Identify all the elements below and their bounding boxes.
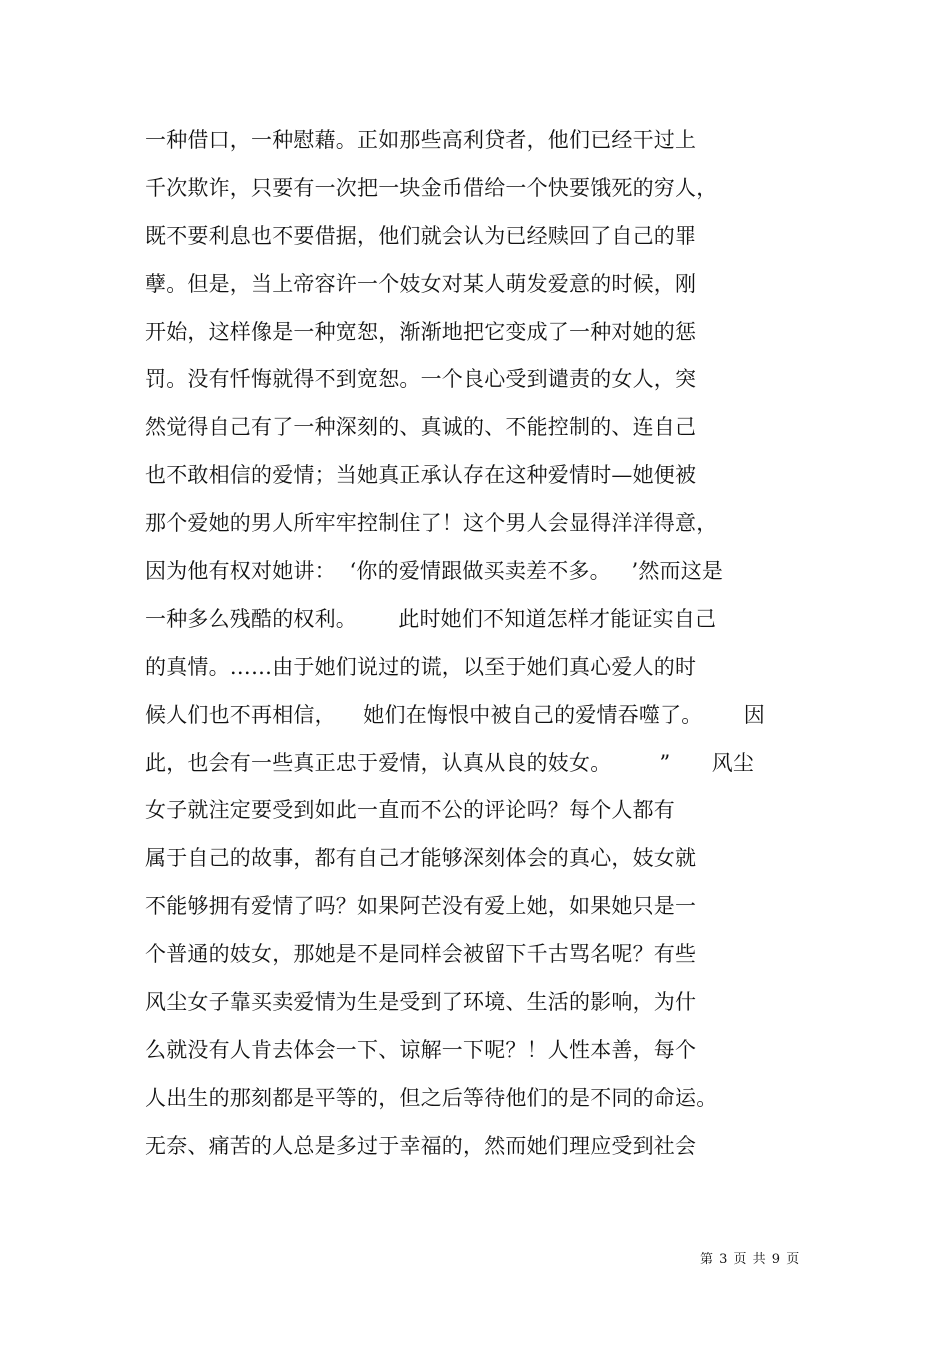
text-line: 因为他有权对她讲： ‘你的爱情跟做买卖差不多。 ’然而这是: [145, 559, 724, 584]
text-line: 风尘女子靠买卖爱情为生是受到了环境、生活的影响，为什: [145, 990, 697, 1015]
text-line: 无奈、痛苦的人总是多过于幸福的，然而她们理应受到社会: [145, 1133, 697, 1158]
text-line: 候人们也不再相信， 她们在悔恨中被自己的爱情吞噬了。 因: [145, 702, 765, 727]
text-line: 也不敢相信的爱情；当她真正承认存在这种爱情时—她便被: [145, 463, 697, 488]
text-line: 既不要利息也不要借据，他们就会认为已经赎回了自己的罪: [145, 223, 697, 248]
text-line: 么就没有人肯去体会一下、谅解一下呢？！人性本善，每个: [145, 1037, 697, 1062]
text-line: 孽。但是，当上帝容许一个妓女对某人萌发爱意的时候，刚: [145, 271, 697, 296]
page-number-footer: 第 3 页 共 9 页: [700, 1252, 801, 1267]
text-line: 人出生的那刻都是平等的，但之后等待他们的是不同的命运。: [145, 1085, 718, 1110]
text-line: 不能够拥有爱情了吗？如果阿芒没有爱上她，如果她只是一: [145, 894, 697, 919]
text-line: 一种借口，一种慰藉。正如那些高利贷者，他们已经干过上: [145, 128, 697, 152]
text-line: 此，也会有一些真正忠于爱情，认真从良的妓女。 ” 风尘: [145, 750, 755, 775]
text-line: 罚。没有忏悔就得不到宽恕。一个良心受到谴责的女人，突: [145, 367, 697, 392]
text-line: 那个爱她的男人所牢牢控制住了！这个男人会显得洋洋得意，: [145, 511, 718, 536]
text-line: 个普通的妓女，那她是不是同样会被留下千古骂名呢？有些: [145, 942, 697, 967]
text-line: 一种多么残酷的权利。 此时她们不知道怎样才能证实自己: [145, 606, 717, 631]
text-line: 千次欺诈，只要有一次把一块金币借给一个快要饿死的穷人，: [145, 175, 718, 200]
body-text: [145, 117, 825, 1171]
text-line: 然觉得自己有了一种深刻的、真诚的、不能控制的、连自己: [145, 415, 697, 440]
text-line: 开始，这样像是一种宽恕，渐渐地把它变成了一种对她的惩: [145, 319, 697, 344]
text-line: 女子就注定要受到如此一直而不公的评论吗？每个人都有: [145, 798, 675, 823]
text-line: 属于自己的故事，都有自己才能够深刻体会的真心，妓女就: [145, 846, 697, 871]
text-line: 的真情。……由于她们说过的谎，以至于她们真心爱人的时: [145, 654, 697, 679]
